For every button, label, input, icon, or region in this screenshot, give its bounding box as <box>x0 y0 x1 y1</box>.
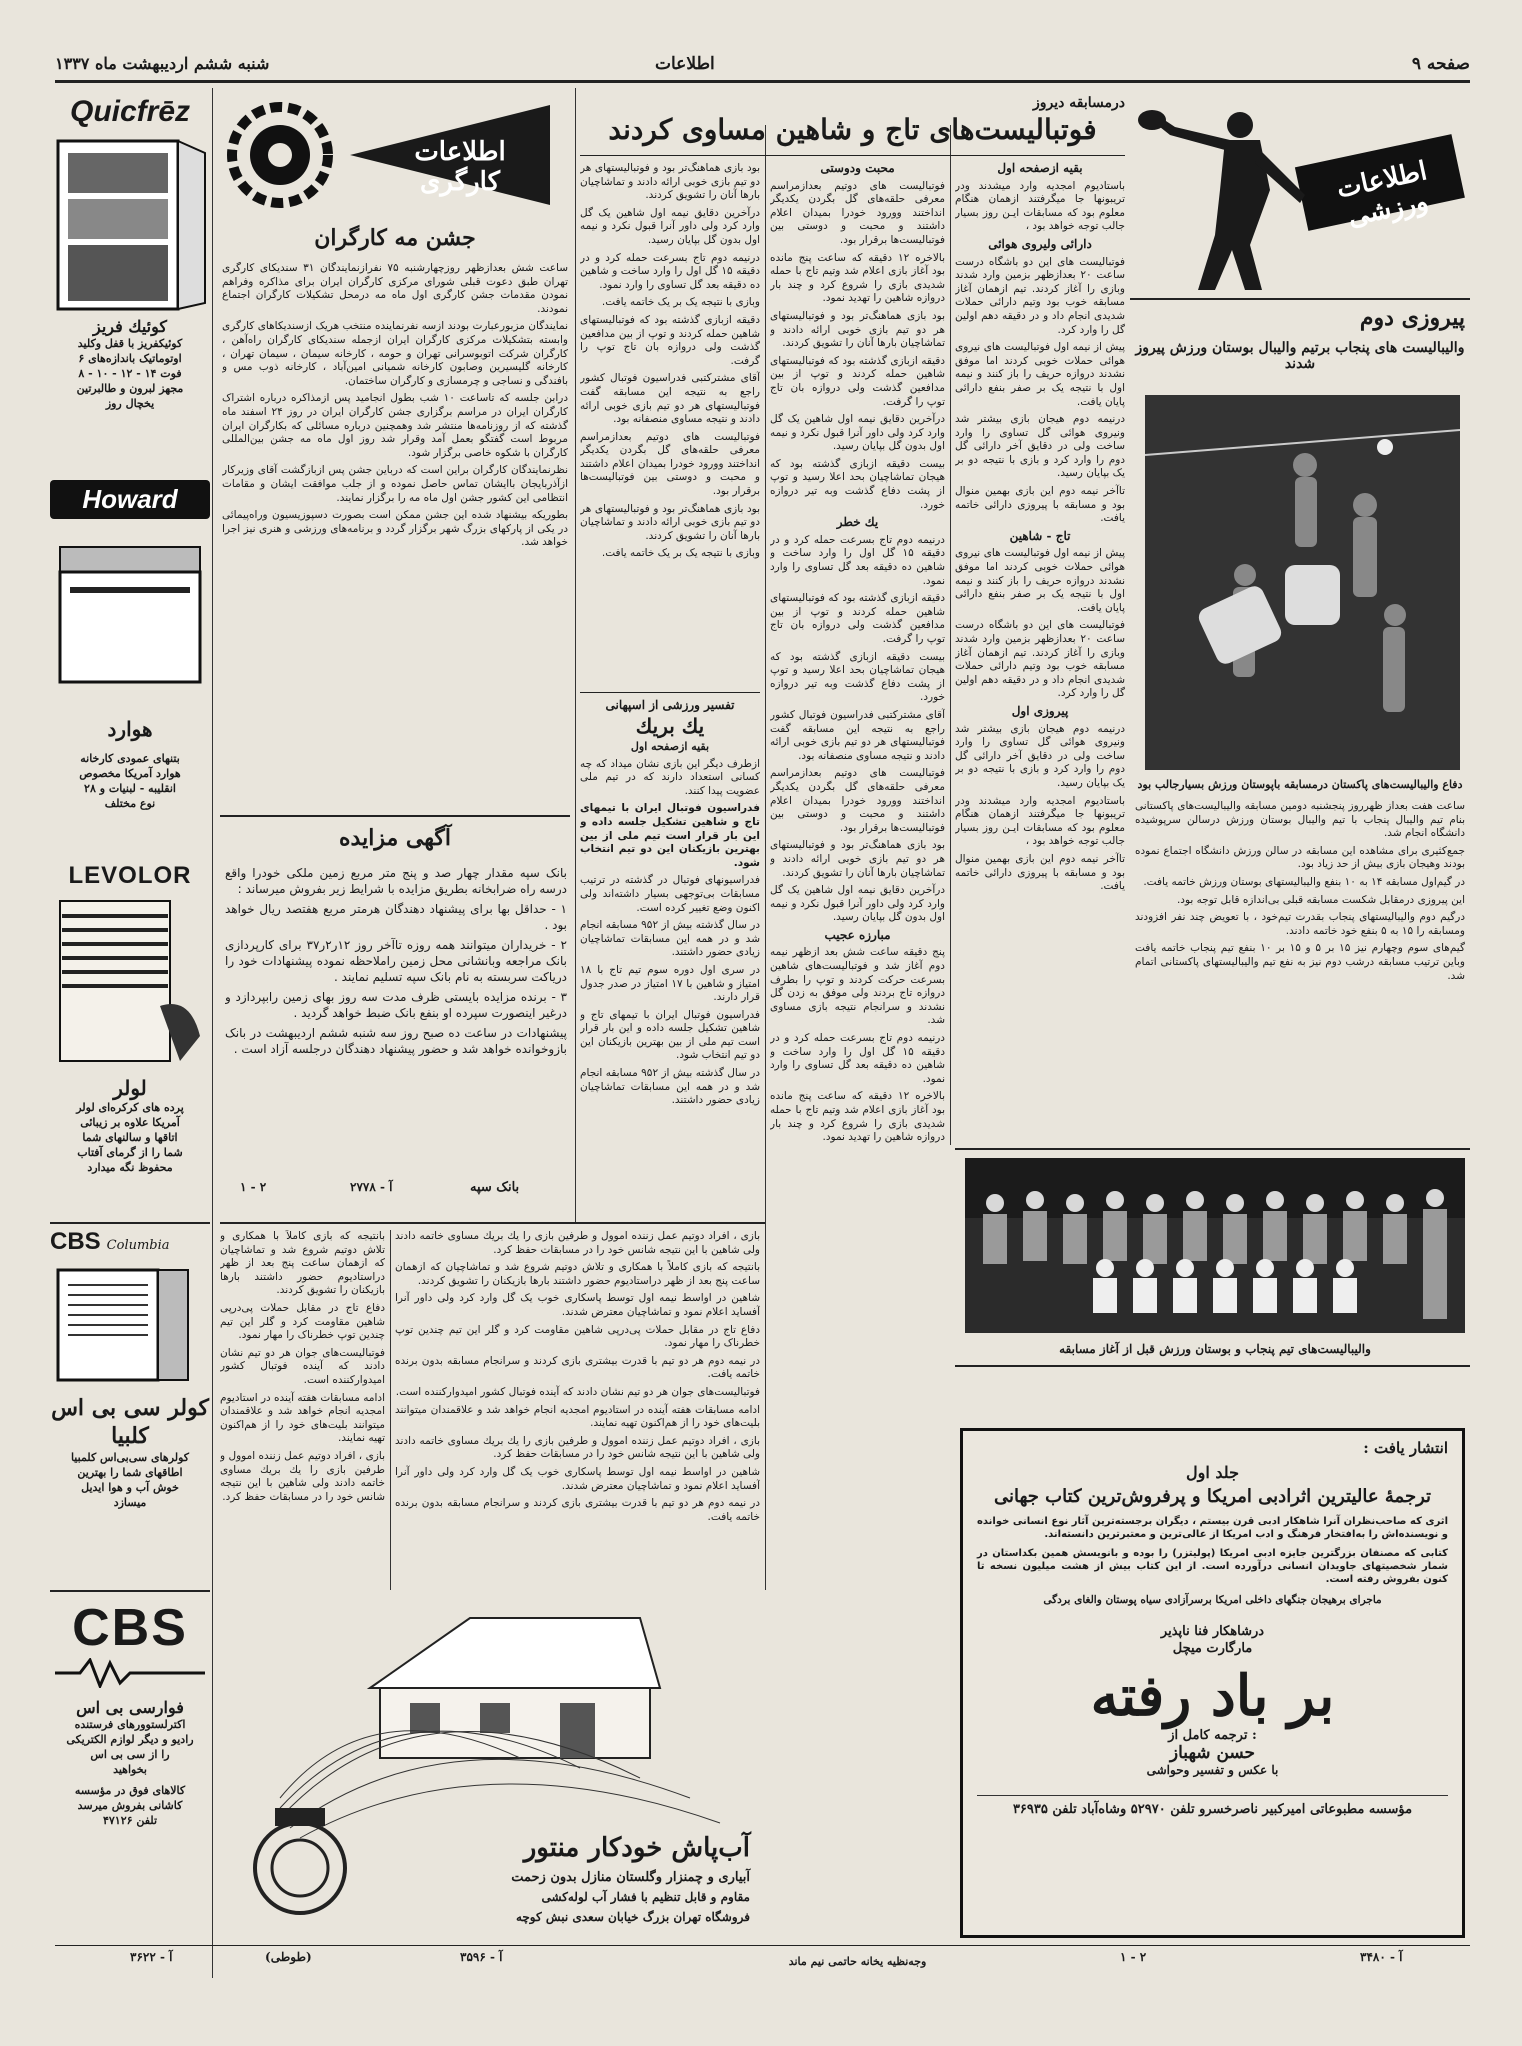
paragraph: آقای مشترکتبی فدراسیون فوتبال کشور راجع به نتیجه این مسابقه گفت فوتبالیستهای هر دو تیم بازی خوبی ارائه دادند و نتیجه مساوی منصفانه بود. <box>580 372 760 426</box>
paragraph: بازی ، افراد دوتیم عمل زننده اموول و طرفین بازی را یك بریك مساوی خاتمه دادند ولی شاهین با این نتیجه شانس خود را در مسابقات حفظ کرد. <box>220 1449 385 1503</box>
football-kicker: درمسابقه دیروز <box>1033 95 1125 111</box>
paragraph: این پیروزی درمقابل شکست مسابقه قبلی بی‌اندازه قابل توجه بود. <box>1176 893 1465 906</box>
paragraph: باستادیوم امجدیه وارد میشدند ودر تریبونها جا میگرفتند ازهمان هنگام معلوم بود که مسابقات ایـن روز بسیار جالب توجه خواهد بود ، <box>955 179 1125 233</box>
sprinkler-line-1: مقاوم و قابل تنظیم با فشار آب لوله‌کشی <box>541 1890 750 1904</box>
paragraph: در نیمه دوم هر دو تیم با قدرت بیشتری بازی کردند و سرانجام مسابقه بدون برنده خاتمه یافت. <box>395 1497 760 1523</box>
paragraph: بود بازی هماهنگ‌تر بود و فوتبالیستهای هر دو تیم بازی خوبی ارائه دادند و تماشاچیان بارها آنان را تشویق کردند. <box>770 839 945 879</box>
howard-line: بتنهای عمودی کارخانه <box>80 752 180 765</box>
paragraph: در سال گذشته بیش از ۹۵۲ مسابقه انجام شد و در همه این مسابقات تماشاچیان زیادی حضور داشتند. <box>580 1067 760 1107</box>
paragraph: فوتبالیست های این دو باشگاه درست ساعت ۲۰ بعدازظهر بزمین وارد شدند وبازی را آغاز کردند. تیم ازهمان آغاز مسابقه خوب بود وتیم دارائی حملات شدیدی انجام داد و در دقیقه دهم اولین گل را وارد کرد. <box>955 255 1125 336</box>
paragraph: دقیقه ازبازی گذشته بود که فوتبالیستهای شاهین حمله کردند و توپ از بین مدافعین گذشت ولی دروازه بان تاج توپ را گرفت. <box>580 313 760 367</box>
window-blind-icon <box>50 896 210 1066</box>
subhead: تاج - شاهین <box>1009 528 1071 543</box>
quicfrez-line: اوتوماتیک باندازه‌های ۶ <box>78 352 182 365</box>
footer-rule <box>55 1945 1470 1946</box>
levolor-line: آمریکا علاوه بر زیبائی <box>80 1116 180 1129</box>
paragraph: درنیمه دوم هیجان بازی بیشتر شد ونیروی هوائی گل تساوی را وارد ساخت ولی در دقایق آخر دارائی گل دوم را وارد کرد و بازی با نتیجه دو بر یک بپایان رسید. <box>955 722 1125 789</box>
auction-footer-left: ۱ - ۲ <box>240 1180 267 1194</box>
labor-title: جشن مه کارگران <box>314 225 476 251</box>
cbs-radio-line: بخواهید <box>113 1763 147 1776</box>
sprinkler-ref-2: (طوطی) <box>265 1950 312 1964</box>
paragraph: دقیقه ازبازی گذشته بود که فوتبالیستهای شاهین حمله کردند و توپ از بین مدافعین گذشت ولی دروازه بان تاج توپ را گرفت. <box>770 354 945 408</box>
sprinkler-sub: آبیاری و چمنزار وگلستان منازل بدون زحمت <box>511 1870 750 1885</box>
paragraph: بازی ، افراد دوتیم عمل زننده اموول و طرفین بازی را یك بریك مساوی خاتمه دادند ولی شاهین با این نتیجه شانس خود را در مسابقات حفظ کرد. <box>395 1230 760 1256</box>
quicfrez-advertisement <box>50 95 210 475</box>
cbs-radio-line: رادیو و دیگر لوازم الکتریکی <box>66 1733 194 1746</box>
page-header <box>55 50 1470 78</box>
page-number: صفحه ۹ <box>1411 54 1470 74</box>
left-ads-ref: آ - ۳۶۲۲ <box>130 1950 173 1964</box>
paragraph: دقیقه ازبازی گذشته بود که فوتبالیستهای شاهین حمله کردند و توپ از بین مدافعین گذشت ولی دروازه بان تاج توپ را گرفت. <box>770 592 945 645</box>
cbs-radio-brand: CBS <box>72 1599 188 1657</box>
paragraph: فدراسیون فوتبال ایران با تیمهای تاج و شاهین تشکیل جلسه داده و این بار قرار است تیم ملی از بین بهترین بازیکنان این دو تیم انتخاب شود. <box>580 1008 760 1062</box>
book-ad-title: انتشار یافت : <box>1363 1439 1448 1457</box>
volleyball-article <box>1135 800 1465 1140</box>
paragraph: پیش از نیمه اول فوتبالیست های نیروی هوائی حملات خوبی کردند اما موفق نشدند دروازه حریف را باز کنند و نیمه اول با نتیجه یک بر صفر بنفع دارائی پایان یافت. <box>955 341 1125 408</box>
paragraph: فدراسیون فوتبال ایران با تیمهای تاج و شاهین تشکیل جلسه داده و این بار قرار است تیم ملی از بین بهترین بازیکنان این دو تیم انتخاب شود. <box>580 802 760 869</box>
paragraph: درگیم دوم والیبالیستهای پنجاب بقدرت تیم‌خود ، با تعویض چند نفر افزودند ومسابقه را ۱۵ به ۵ بنفع خود خاتمه دادند. <box>1135 911 1465 937</box>
paragraph: درآخرین دقایق نیمه اول شاهین یک گل وارد کرد ولی داور آنرا قبول نکرد و نیمه اول بدون گل بپایان رسید. <box>770 413 945 453</box>
auction-footer-right: بانک سپه <box>470 1180 520 1195</box>
book-advertisement <box>960 1428 1465 1938</box>
cbs-line: خوش آب و هوا ایدیل <box>81 1481 179 1494</box>
paragraph: ازطرف دیگر این بازی نشان میداد که چه کسانی استعداد دارند که در تیم ملی عضویت پیدا کنند. <box>580 757 760 797</box>
column-title: بقیه ازصفحه اول <box>997 162 1083 175</box>
paragraph: وبازی با نتیجه یک بر یک خاتمه یافت. <box>601 547 760 560</box>
book-ad-book-title: بر باد رفته <box>1090 1663 1335 1729</box>
paragraph: فوتبالیست های این دو باشگاه درست ساعت ۲۰ بعدازظهر بزمین وارد شدند وبازی را آغاز کردند. تیم ازهمان آغاز مسابقه خوب بود وتیم دارائی حملات شدیدی انجام داد و در دقیقه دهم اولین گل را وارد کرد. <box>955 619 1125 700</box>
quicfrez-name-fa: کوئیك فریز <box>93 317 167 336</box>
paragraph: بیست دقیقه ازبازی گذشته بود که هیجان تماشاچیان بحد اعلا رسید و توپ از پشت دفاع گذشت وبه تیر دروازه خورد. <box>770 650 945 704</box>
paragraph: درنیمه دوم هیجان بازی بیشتر شد ونیروی هوائی گل تساوی را وارد ساخت ولی در دقایق آخر دارائی گل دوم را وارد کرد و بازی با نتیجه دو بر یک بپایان رسید. <box>955 413 1125 480</box>
auction-title: آگهی مزایده <box>339 825 451 851</box>
sprinkler-headline: آب‌پاش خودکار منتور <box>523 1833 750 1863</box>
paragraph: بالاخره ۱۲ دقیقه که ساعت پنج مانده بود آغاز بازی اعلام شد وتیم تاج با حمله شدیدی بازی را شروع کرد و چند بار دروازه شاهین را تهدید نمود. <box>770 251 945 305</box>
paragraph: بطوریکه بیشنهاد شده این جشن ممکن است بصورت دسپوزیسیون وراه‌پیمائی در یکی از پارکهای بزرگ شهر برگزار گردد و برنامه‌های ورزشی و هنری نیز اجرا خواهد شد. <box>222 509 568 549</box>
paragraph: دفاع تاج در مقابل حملات پی‌درپی شاهین مقاومت کرد و گلر این تیم چندین توپ خطرناک را مهار نمود. <box>395 1323 760 1350</box>
levolor-line: پرده های کرکره‌ای لولر <box>76 1101 184 1114</box>
football-column-2 <box>770 162 945 1587</box>
paragraph: ساعت هفت بعداز ظهرروز پنجشنبه دومین مسابقه والیبالیست‌های پاکستانی بنام تیم والیبال پنجاب با تیم والیبال بوستان ورزش درسالن سرپوشیده دانشگاه انجام شد. <box>1135 800 1465 840</box>
paragraph: گیم‌های سوم وچهارم نیز ۱۵ بر ۵ و ۱۵ بر ۱۰ بنفع تیم پنجاب خاتمه یافت وباین ترتیب مسابقه درشب دوم نیز به نفع تیم والیبالیستهای پاکستانی اتمام شد. <box>1135 942 1465 982</box>
book-ad-ref: آ - ۳۴۸۰ <box>1360 1950 1403 1964</box>
sports-logo <box>1130 95 1470 295</box>
paragraph: آقای مشترکتبی فدراسیون فوتبال کشور راجع به نتیجه این مسابقه گفت فوتبالیستهای هر دو تیم بازی خوبی ارائه دادند و نتیجه مساوی منصفانه بود. <box>770 708 945 762</box>
book-ad-publisher: مؤسسه مطبوعاتی امیرکبیر ناصرخسرو تلفن ۵۲۹۷۰ وشاه‌آباد تلفن ۳۶۹۳۵ <box>977 1795 1448 1817</box>
volleyball-deck: والیبالیست های پنجاب برتیم والیبال بوستان ورزش پیروز شدند <box>1135 340 1465 372</box>
paragraph: درنیمه دوم تاج بسرعت حمله کرد و در دقیقه ۱۵ گل اول را وارد ساخت و شاهین ده دقیقه بعد گل تساوی را وارد نمود. <box>770 533 945 587</box>
levolor-brand: LEVOLOR <box>68 862 192 889</box>
paragraph: پیش از نیمه اول فوتبالیست های نیروی هوائی حملات خوبی کردند اما موفق نشدند دروازه حریف را باز کنند و نیمه اول با نتیجه یک بر صفر بنفع دارائی پایان یافت. <box>955 547 1125 614</box>
levolor-advertisement <box>50 862 210 1222</box>
paragraph: تاآخر نیمه دوم این بازی بهمین منوال بود و مسابقه با پیروزی دارائی خاتمه یافت. <box>955 852 1125 893</box>
continued-story-col-2 <box>220 1230 385 1590</box>
cbs-radio-name-fa: فوارسی بی اس <box>76 1698 184 1717</box>
quicfrez-line: ۸ - ۱۰ - ۱۲ - ۱۴ فوت <box>78 367 182 380</box>
paragraph: پنج دقیقه ساعت شش بعد ازظهر نیمه دوم آغاز شد و فوتبالیست‌های شاهین بسرعت حرکت کردند و توپ را بطرف دروازه تاج بردند ولی موفق به زدن گل نشدند و سرانجام نتیجه بازی مساوی شد. <box>770 946 945 1027</box>
paragraph: بانک سپه مقدار چهار صد و پنج متر مربع زمین ملکی خودرا واقع درسه راه ضرابخانه بطریق مزایده با شرایط زیر بفروش میرساند : <box>225 866 567 896</box>
volleyball-team-photo <box>965 1158 1465 1333</box>
auction-body <box>225 865 567 1165</box>
signal-wave-icon <box>50 1658 210 1688</box>
header-rule <box>55 80 1470 83</box>
paragraph: ۱ - حداقل بها برای پیشنهاد دهندگان هرمتر مربع هفتصد ریال خواهد بود . <box>225 902 567 932</box>
paragraph: نمایندگان مزبورعبارت بودند ازسه نفرنماینده منتخب هریک ازسندیکاهای کارگری وابسته بتشکیلات مرکزی کارگران ایران ازجمله سندیکای کارگران راه‌آهن ، کارگران شرکت اتوبوسرانی تهران و حومه ، کارخانه سیمان ، سیمان تهران ، کارخانه گلیسیرین وصابون کارخانه شمیانی امین‌آباد ، کارخانه ذوب مس و بافندگی و نساجی و چرمسازی و کارگران ساختمان. <box>222 320 568 387</box>
paper-name: اطلاعات <box>655 54 715 74</box>
volleyball-action-photo <box>1145 395 1460 770</box>
book-ad-cast: درشاهکار فنا ناپذیر <box>1160 1624 1265 1639</box>
book-ad-author: مارگارت میچل <box>1172 1641 1253 1656</box>
cbs-brand: CBS <box>50 1228 101 1255</box>
howard-line: انقلیبه - لبنیات و ۲۸ <box>84 782 176 795</box>
paragraph: بالاخره ۱۲ دقیقه که ساعت پنج مانده بود آغاز بازی اعلام شد وتیم تاج با حمله شدیدی بازی را شروع کرد و چند بار دروازه شاهین را تهدید نمود. <box>770 1090 945 1144</box>
paragraph: بانتیجه که بازی کاملاً با همکاری و تلاش دوتیم شروع شد و تماشاچیان که ازهمان ساعت پنج بعد از ظهر دراستادیوم حضور داشتند بارها بازیکنان را تشویق کردند. <box>220 1230 385 1297</box>
cbs-line: میسازد <box>113 1496 147 1509</box>
volleyball-subheadline: پیروزی دوم <box>1359 305 1465 331</box>
book-ad-desc-1: اثری که صاحب‌نظران آنرا شاهکار ادبی قرن بیستم ، دیگران برجسته‌ترین آثار نوع انسانی خوانده و نویسنده‌اش را به‌افتخار فرهنگ و ادب امریکا از عالی‌ترین و معتبرترین دانسته‌اند. <box>977 1516 1448 1540</box>
levolor-name-fa: لولر <box>113 1076 147 1100</box>
cbs-line: اطاقهای شما را بهترین <box>77 1466 183 1479</box>
howard-brand: Howard <box>50 480 210 519</box>
paragraph: شاهین در اواسط نیمه اول توسط پاسکاری خوب یک گل وارد کرد ولی داور آنرا آفساید اعلام نمود و تماشاچیان معترض شدند. <box>395 1292 760 1318</box>
howard-line: هوارد آمریکا مخصوص <box>79 767 181 780</box>
paragraph: در سال گذشته بیش از ۹۵۲ مسابقه انجام شد و در همه این مسابقات تماشاچیان زیادی حضور داشتند. <box>580 919 760 959</box>
subhead: دارائی ولیروی هوائی <box>988 236 1092 251</box>
paragraph: ساعت شش بعدازظهر روزچهارشنبه ۷۵ نفرازنمایندگان ۳۱ سندیکای کارگری تهران طبق دعوت قبلی شورای مرکزی کارگران ایران برای مذاکره وفراهم نمودن مقدمات جشن کارگری اول ماه مه درمحل تشکیلات کارگران اجتماع نمودند. <box>222 262 568 315</box>
cbs-radio-line: را از سی بی اس <box>90 1748 170 1761</box>
cbs-radio-line: تلفن ۴۷۱۲۶ <box>102 1814 158 1827</box>
book-ad-translator-label: ترجمه کامل از : <box>1168 1728 1257 1743</box>
paragraph: در سری اول دوره سوم تیم تاج با ۱۸ امتیاز و شاهین با ۱۷ امتیاز در صدر جدول قرار دارند. <box>580 963 760 1004</box>
paragraph: در نیمه دوم هر دو تیم با قدرت بیشتری بازی کردند و سرانجام مسابقه بدون برنده خاتمه یافت. <box>395 1354 760 1381</box>
commentary-headline: یك بریك <box>635 714 705 738</box>
cbs-radio-line: اکترلستوورهای فرستنده <box>74 1718 186 1731</box>
quicfrez-brand: Quicfrēz <box>69 95 191 128</box>
paragraph: بود بازی هماهنگ‌تر بود و فوتبالیستهای هر دو تیم بازی خوبی ارائه دادند و تماشاچیان بارها آنان را تشویق کردند. <box>580 162 760 202</box>
labor-article <box>222 262 568 807</box>
paragraph: فوتبالیست‌های جوان هر دو تیم نشان دادند که آینده فوتبال کشور امیدوارکننده است. <box>395 1385 760 1398</box>
howard-line: نوع مختلف <box>104 797 156 810</box>
paragraph: بود بازی هماهنگ‌تر بود و فوتبالیستهای هر دو تیم بازی خوبی ارائه دادند و تماشاچیان بارها آنان را تشویق کردند. <box>770 309 945 350</box>
paragraph: درآخرین دقایق نیمه اول شاهین یک گل وارد کرد ولی داور آنرا قبول نکرد و نیمه اول بدون گل بپایان رسید. <box>580 206 760 246</box>
paragraph: تاآخر نیمه دوم این بازی بهمین منوال بود و مسابقه با پیروزی دارائی خاتمه یافت. <box>955 485 1125 525</box>
labor-logo <box>220 95 570 215</box>
levolor-line: اتاقها و سالنهای شما <box>82 1131 178 1144</box>
cbs-radio-line: کالاهای فوق در مؤسسه <box>74 1784 186 1797</box>
auction-footer-mid: آ - ۲۷۷۸ <box>350 1180 393 1194</box>
paragraph: ادامه مسابقات هفته آینده در استادیوم امجدیه انجام خواهد شد و علاقمندان میتوانند بلیت‌های خود را از هم‌اکنون تهیه نمایند. <box>395 1403 760 1430</box>
howard-name-fa: هوارد <box>107 717 153 741</box>
column-title: محبت ودوستی <box>820 162 895 175</box>
paragraph: باستادیوم امجدیه وارد میشدند ودر تریبونها جا میگرفتند ازهمان هنگام معلوم بود که مسابقات ایـن روز بسیار جالب توجه خواهد بود ، <box>955 794 1125 848</box>
levolor-line: محفوظ نگه میدارد <box>87 1161 173 1174</box>
cbs-cooler-advertisement <box>50 1222 210 1577</box>
sprinkler-line-2: فروشگاه تهران بزرگ خیابان سعدی نبش کوچه <box>515 1910 750 1924</box>
paragraph: فوتبالیست های دوتیم بعدازمراسم معرفی حلقه‌های گل بگردن یکدیگر انداختند وورود خودرا بمیدان اعلام داشتند و محبت و دوستی بین فوتبالیست‌ها برقرار بود. <box>770 767 945 834</box>
book-ad-volume: جلد اول <box>1186 1463 1239 1482</box>
cbs-sub-brand: Columbia <box>106 1238 170 1253</box>
continued-story-col-1 <box>395 1230 760 1590</box>
book-ad-translator: حسن شهباز <box>1169 1743 1256 1763</box>
paragraph: بود بازی هماهنگ‌تر بود و فوتبالیستهای هر دو تیم بازی خوبی ارائه دادند و تماشاچیان بارها آنان را تشویق کردند. <box>580 502 760 542</box>
paragraph: ادامه مسابقات هفته آینده در استادیوم امجدیه انجام خواهد شد و علاقمندان میتوانند بلیت‌های خود را از هم‌اکنون تهیه نمایند. <box>220 1391 385 1445</box>
volleyball-photo-caption: دفاع والیبالیست‌های پاکستان درمسابقه باپوستان ورزش بسیارجالب بود <box>1137 778 1463 791</box>
cbs-name-fa: کولر سی بی اس کلبیا <box>51 1395 209 1449</box>
book-ad-headline: ترجمهٔ عالیترین اثرادبی امریکا و پرفروش‌ترین کتاب جهانی <box>993 1486 1432 1507</box>
freezer-icon <box>50 133 210 313</box>
football-headline: فوتبالیست‌های تاج و شاهین مساوی کردند <box>608 113 1097 146</box>
paragraph: در گیم‌اول مسابقه ۱۴ به ۱۰ بنفع والیبالیستهای بوستان ورزش خاتمه یافت. <box>1143 875 1465 888</box>
paragraph: جمع‌کثیری برای مشاهده این مسابقه در سالن ورزش دانشگاه اجتماع نموده بودند وهیجان بازی بیش از حد زیاد بود. <box>1135 844 1465 871</box>
subhead: مبارزه عجیب <box>824 927 891 942</box>
subhead: پیروزی اول <box>1011 703 1069 718</box>
sprinkler-advertisement <box>220 1598 760 1938</box>
paragraph: درنیمه دوم تاج بسرعت حمله کرد و در دقیقه ۱۵ گل اول را وارد ساخت و شاهین ده دقیقه بعد گل تساوی را وارد نمود. <box>580 251 760 291</box>
cbs-radio-advertisement <box>50 1590 210 1940</box>
paragraph: فوتبالیست های دوتیم بعدازمراسم معرفی حلقه‌های گل بگردن یکدیگر انداختند وورود خودرا بمیدان اعلام داشتند و محبت و دوستی بین فوتبالیست‌ها برقرار بود. <box>770 179 945 246</box>
paragraph: ۲ - خریداران میتوانند همه روزه تاآخر روز ۱۲ر۲ر۳۷ برای کارپردازی بانک مراجعه وبانشانی محل زمین راملاحظه نموده پیشنهادات خود را دریاکت سربسته به نام بانک سپه تسلیم نمایند . <box>225 938 567 984</box>
sports-logo-text: اطلاعات ورزشی <box>1334 156 1431 233</box>
paragraph: نظرنمایندگان کارگران براین است که درباین جشن پس ازبازگشت آقای وزیرکار ازآذربایجان باایشان تماس حاصل نموده و از جلب موافقت ایشان و مقامات انتظامی این کشور جشن اول ماه مه را برگزار نمایند. <box>222 464 568 504</box>
commentary-column <box>580 698 760 1218</box>
levolor-line: شما را از گرمای آفتاب <box>77 1146 183 1159</box>
paragraph: فوتبالیست‌های جوان هر دو تیم نشان دادند که آینده فوتبال کشور امیدوارکننده است. <box>220 1346 385 1386</box>
paragraph: درابن جلسه که تاساعت ۱۰ شب بطول انجامید پس ازمذاکره درباره اشتراک کارگران ایران در مراسم برگزاری جشن کارگران ایران در روز ۲۴ اسفند ماه گذشته که از روزنامه‌ها منتشر شد وهمچنین درباره مسائلی که بکارگران ایران مربوط است گفتگو بعمل آمد وقرار شد روز اول ماه مه جشن بین‌المللی کارگران با شکوه خاصی برگزار شود. <box>222 392 568 459</box>
howard-advertisement <box>50 480 210 880</box>
subhead: یك خطر <box>836 515 879 530</box>
quicfrez-line: مجهز لبرون و طالبرتین <box>76 382 184 395</box>
paragraph: درنیمه دوم تاج بسرعت حمله کرد و در دقیقه ۱۵ گل اول را وارد ساخت و شاهین ده دقیقه بعد گل تساوی را وارد نمود. <box>770 1032 945 1085</box>
chest-freezer-icon <box>50 527 210 707</box>
paragraph: بازی ، افراد دوتیم عمل زننده اموول و طرفین بازی را یك بریك مساوی خاتمه دادند ولی شاهین با این نتیجه شانس خود را در مسابقات حفظ کرد. <box>395 1434 760 1461</box>
sprinkler-ref: آ - ۳۵۹۶ <box>460 1950 503 1964</box>
book-ad-translator-note: با عکس و تفسیر وحواشی <box>1146 1763 1279 1777</box>
continued-story-tail: وجه‌نظیه‌ یخانه حاتمی نیم ماند <box>788 1955 927 1968</box>
labor-logo-text: اطلاعات کارگری <box>414 137 506 197</box>
commentary-sub: بقیه ازصفحه اول <box>630 740 710 753</box>
paragraph: بانتیجه که بازی کاملاً با همکاری و تلاش دوتیم شروع شد و تماشاچیان که ازهمان ساعت پنج بعد از ظهر دراستادیوم حضور داشتند بارها بازیکنان را تشویق کردند. <box>395 1261 760 1287</box>
paragraph: دفاع تاج در مقابل حملات پی‌درپی شاهین مقاومت کرد و گلر این تیم چندین توپ خطرناک را مهار نمود. <box>220 1301 385 1342</box>
paragraph: ۳ - برنده مزایده بایستی ظرف مدت سه روز بهای زمین رابپردازد و درغیر اینصورت سپرده او بنفع بانک ضبط خواهد گردید . <box>225 990 567 1020</box>
paragraph: فوتبالیست های دوتیم بعدازمراسم معرفی حلقه‌های گل بگردن یکدیگر انداختند وورود خودرا بمیدان اعلام داشتند و محبت و دوستی بین فوتبالیست‌ها برقرار بود. <box>580 430 760 498</box>
commentary-title: تفسیر ورزشی از اسپهانی <box>605 698 735 712</box>
book-ad-desc-2: کتابی که مصنفان بزرگترین جایزه ادبی امریکا (پولیتزر) را بوده و بانویسش همین بکداستان در شمار شخصیتهای جاویدان انسانی درآورده است. از این کتاب بیش از هشت میلیون نسخه تا کنون بفروش رفته است. <box>977 1548 1448 1585</box>
book-ad-ref-2: ۱ - ۲ <box>1120 1950 1147 1964</box>
team-photo-caption: والیبالیست‌های تیم پنجاب و بوستان ورزش قبل از آغاز مسابقه <box>1059 1342 1371 1356</box>
cbs-radio-line: کاشانی بفروش میرسد <box>77 1799 183 1812</box>
sprinkler-illustration <box>220 1598 760 1938</box>
cbs-line: کولرهای سی‌بی‌اس کلمبیا <box>70 1451 190 1464</box>
paragraph: شاهین در اواسط نیمه اول توسط پاسکاری خوب یک گل وارد کرد ولی داور آنرا آفساید اعلام نمود و تماشاچیان معترض شدند. <box>395 1465 760 1492</box>
issue-date: شنبه ششم اردیبهشت ماه ۱۳۳۷ <box>55 54 270 73</box>
paragraph: وبازی با نتیجه یک بر یک خاتمه یافت. <box>601 296 760 309</box>
quicfrez-line: کوئیکفریز با قفل وکلید <box>77 337 183 350</box>
paragraph: بیست دقیقه ازبازی گذشته بود که هیجان تماشاچیان بحد اعلا رسید و توپ از پشت دفاع گذشت وبه تیر دروازه خورد. <box>770 457 945 511</box>
paragraph: فدراسیونهای فوتبال در گذشته در ترتیب مسابقات بی‌توجهی بسیار داشته‌اند ولی اکنون وضع تغییر کرده است. <box>580 874 760 914</box>
book-ad-desc-3: ماجرای برهیجان جنگهای داخلی امریکا برسرآزادی سیاه پوستان والغای بردگی <box>1043 1594 1382 1606</box>
paragraph: درآخرین دقایق نیمه اول شاهین یک گل وارد کرد ولی داور آنرا قبول نکرد و نیمه اول بدون گل بپایان رسید. <box>770 884 945 924</box>
air-cooler-icon <box>50 1260 210 1390</box>
paragraph: پیشنهادات در ساعت ده صبح روز سه شنبه ششم اردیبهشت در بانک بازوخوانده خواهد شد و حضور پیشنهاد دهندگان درجلسه آزاد است . <box>225 1026 567 1056</box>
quicfrez-line: یخچال روز <box>105 397 155 410</box>
football-column-3 <box>580 162 760 687</box>
